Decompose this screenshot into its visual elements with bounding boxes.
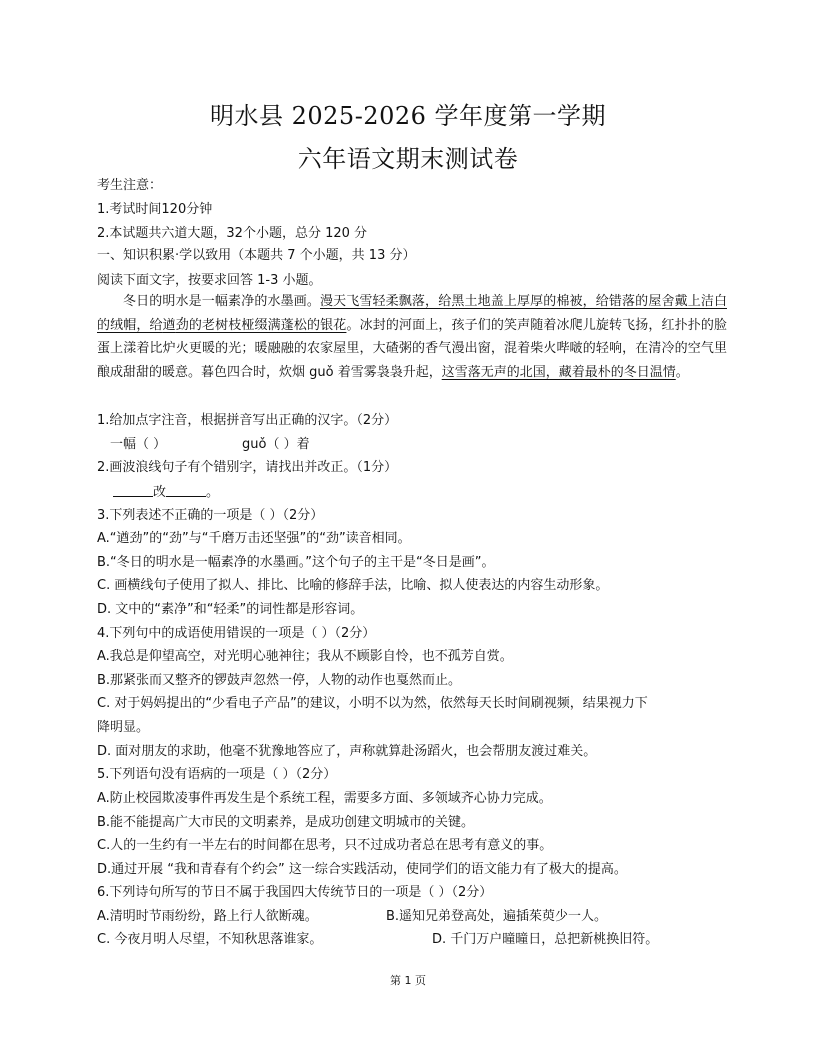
exam-title-line2: 六年语文期末测试卷 — [297, 145, 519, 173]
question-1: 1.给加点字注音，根据拼音写出正确的汉字。（2分） — [97, 413, 398, 428]
q3-option-b: B.“冬日的明水是一幅素净的水墨画。”这个句子的主干是“冬日是画”。 — [97, 555, 495, 570]
exam-title-line1: 明水县 2025-2026 学年度第一学期 — [209, 102, 607, 130]
section1-instruction: 阅读下面文字，按要求回答 1-3 小题。 — [97, 273, 322, 288]
answer-blank-1[interactable] — [113, 484, 153, 497]
notice-heading: 考生注意： — [97, 178, 163, 193]
reading-passage: 冬日的明水是一幅素净的水墨画。漫天飞雪轻柔飘落，给黑土地盖上厚厚的棉被，给错落的屋舍戴上洁白的绒帽，给遒劲的老树枝桠缀满蓬松的银花。冰封的河面上，孩子们的笑声随着冰爬儿旋转飞扬，红扑扑的脸蛋上漾着比炉火更暖的光；暖融融的农家屋里，大碴粥的香气漫出窗，混着柴火哔啵的轻响，在清冷的空气里酿成甜甜的暖意。暮色四合时，炊烟 guǒ 着雪雾袅袅升起，这雪落无声的北国，藏着最朴的冬日温情。 — [97, 294, 727, 380]
question-4: 4.下列句中的成语使用错误的一项是（ ）（2分） — [97, 626, 376, 641]
q6-option-d: D. 千门万户曈曈日，总把新桃换旧符。 — [432, 932, 659, 947]
q3-option-d: D. 文中的“素净”和“轻柔”的词性都是形容词。 — [97, 602, 364, 617]
passage-sentence-1: 冬日的明水是一幅素净的水墨画。 — [123, 294, 320, 309]
q4-option-b: B.那紧张而又整齐的锣鼓声忽然一停，人物的动作也戛然而止。 — [97, 673, 462, 688]
notice-item-score: 2.本试题共六道大题，32个小题，总分 120 分 — [97, 226, 368, 241]
q5-option-c: C.人的一生约有一半左右的时间都在思考，只不过成功者总在思考有意义的事。 — [97, 838, 553, 853]
q3-option-c: C. 画横线句子使用了拟人、排比、比喻的修辞手法，比喻、拟人使表达的内容生动形象。 — [97, 578, 609, 593]
question-6: 6.下列诗句所写的节日不属于我国四大传统节日的一项是（ ）（2分） — [97, 885, 493, 900]
underlined-sentence-a: 漫天飞雪轻柔飘落，给黑土地盖上厚厚的棉被，给错落的屋舍戴上洁白的绒帽，给遒劲的老树枝桠缀满蓬松的银花 — [97, 294, 727, 333]
question-5: 5.下列语句没有语病的一项是（ ）（2分） — [97, 767, 337, 782]
q5-option-a: A.防止校园欺凌事件再发生是个系统工程，需要多方面、多领域齐心协力完成。 — [97, 791, 552, 806]
q5-option-d: D.通过开展 “我和青春有个约会” 这一综合实践活动，使同学们的语文能力有了极大的提高。 — [97, 862, 627, 877]
q4-option-d: D. 面对朋友的求助，他毫不犹豫地答应了，声称就算赴汤蹈火，也会帮朋友渡过难关。 — [97, 744, 597, 759]
passage-middle: 。冰封的河面上，孩子们的笑声随着冰爬儿旋转飞扬，红扑扑的脸蛋上漾着比炉火更暖的光；暖融融的农家屋里，大碴粥的香气漫出窗，混着柴火哔啵的轻响，在清冷的空气里酿成甜甜的暖意。暮色四合时，炊烟 guǒ 着雪雾袅袅升起， — [97, 317, 727, 380]
q4-option-c-line2: 降明显。 — [97, 720, 150, 735]
question-2: 2.画波浪线句子有个错别字，请找出并改正。（1分） — [97, 460, 398, 475]
notice-item-time: 1.考试时间120分钟 — [97, 202, 213, 217]
wavy-underlined-sentence: 这雪落无声的北国，藏着最朴的冬日温情 — [441, 364, 676, 380]
q6-option-c: C. 今夜月明人尽望，不知秋思落谁家。 — [97, 932, 323, 947]
section1-heading: 一、知识积累·学以致用（本题共 7 个小题，共 13 分） — [97, 248, 416, 263]
answer-blank-2[interactable] — [166, 484, 206, 497]
q4-option-c-line1: C. 对于妈妈提出的“少看电子产品”的建议，小明不以为然，依然每天长时间刷视频，结果视力下 — [97, 696, 648, 711]
q6-option-b: B.遥知兄弟登高处，遍插茱萸少一人。 — [386, 909, 608, 924]
q2-answer-line: 改 。 — [113, 484, 743, 501]
dotted-character: 遒 — [162, 317, 176, 333]
q6-option-a: A.清明时节雨纷纷，路上行人欲断魂。 — [97, 909, 318, 924]
q3-option-a: A.“遒劲”的“劲”与“千磨万击还坚强”的“劲”读音相同。 — [97, 531, 411, 546]
page-number: 第 1 页 — [390, 974, 426, 987]
question-3: 3.下列表述不正确的一项是（ ）（2分） — [97, 508, 324, 523]
q4-option-a: A.我总是仰望高空，对光明心驰神往；我从不顾影自怜，也不孤芳自赏。 — [97, 649, 513, 664]
q5-option-b: B.能不能提高广大市民的文明素养，是成功创建文明城市的关键。 — [97, 815, 475, 830]
q1-part-a: 一幅（ ） — [110, 437, 167, 452]
q1-part-b: guǒ（ ）着 — [242, 437, 310, 452]
